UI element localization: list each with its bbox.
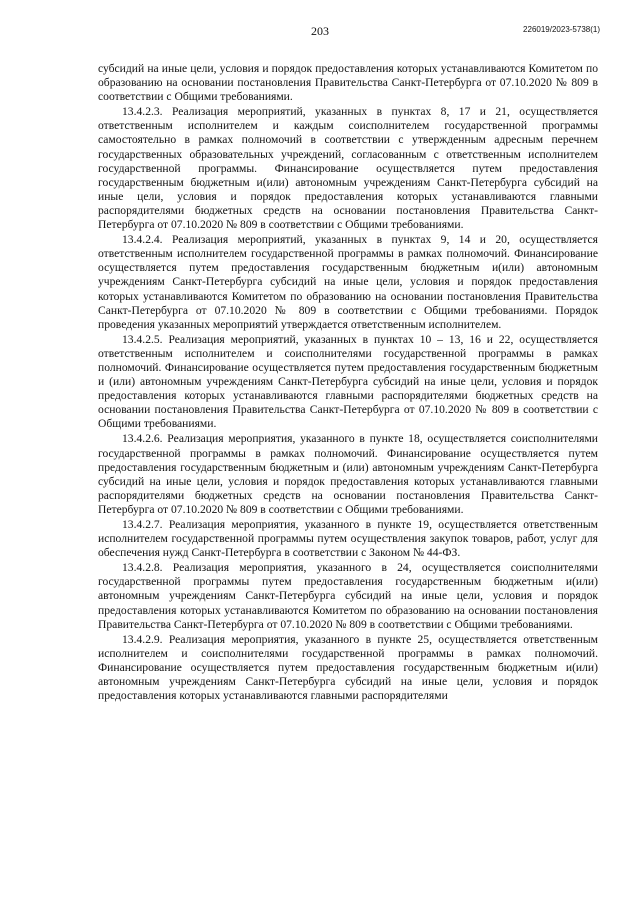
page-number: 203: [311, 24, 329, 38]
paragraph-continuation: субсидий на иные цели, условия и порядок предоставления которых устанавливаются Комитетом по образованию на основании постановления Правительства Санкт-Петербурга от 07.10.2020 № 809 в соответствии с Общими требованиями.: [98, 62, 598, 104]
paragraph-13-4-2-3: 13.4.2.3. Реализация мероприятий, указанных в пунктах 8, 17 и 21, осуществляется ответственным исполнителем и каждым соисполнителем государственной программы самостоятельно в рамках полномочий в соответствии с утвержденным адресным перечнем государственных образовательных учреждений, согласованным с ответственным исполнителем государственной программы. Финансирование осуществляется путем предоставления государственным бюджетным и(или) автономным учреждениям Санкт-Петербурга субсидий на иные цели, условия и порядок предоставления которых устанавливаются главными распорядителями бюджетных средств на основании постановления Правительства Санкт-Петербурга от 07.10.2020 № 809 в соответствии с Общими требованиями.: [98, 105, 598, 232]
paragraph-13-4-2-8: 13.4.2.8. Реализация мероприятия, указанного в 24, осуществляется соисполнителями государственной программы путем предоставления государственным бюджетным и(или) автономным учреждениям Санкт-Петербурга субсидий на иные цели, условия и порядок предоставления которых устанавливаются Комитетом по образованию на основании постановления Правительства Санкт-Петербурга от 07.10.2020 № 809 в соответствии с Общими требованиями.: [98, 561, 598, 631]
paragraph-13-4-2-7: 13.4.2.7. Реализация мероприятия, указанного в пункте 19, осуществляется ответственным исполнителем государственной программы путем осуществления закупок товаров, работ, услуг для обеспечения нужд Санкт-Петербурга в соответствии с Законом № 44-ФЗ.: [98, 518, 598, 560]
document-body: [98, 62, 598, 704]
paragraph-13-4-2-5: 13.4.2.5. Реализация мероприятий, указанных в пунктах 10 – 13, 16 и 22, осуществляется ответственным исполнителем и соисполнителями государственной программы в рамках полномочий. Финансирование осуществляется путем предоставления государственным бюджетным и (или) автономным учреждениям Санкт-Петербурга субсидий на иные цели, условия и порядок предоставления которых устанавливаются главными распорядителями бюджетных средств на основании постановления Правительства Санкт-Петербурга от 07.10.2020 № 809 в соответствии с Общими требованиями.: [98, 332, 598, 431]
document-code: 226019/2023-5738(1): [523, 25, 600, 34]
page-header: [0, 22, 640, 42]
paragraph-13-4-2-9: 13.4.2.9. Реализация мероприятия, указанного в пункте 25, осуществляется ответственным исполнителем и соисполнителями государственной программы в рамках полномочий. Финансирование осуществляется путем предоставления государственным бюджетным и(или) автономным учреждениям Санкт-Петербурга субсидий на иные цели, условия и порядок предоставления которых устанавливаются главными распорядителями: [98, 632, 598, 703]
paragraph-13-4-2-6: 13.4.2.6. Реализация мероприятия, указанного в пункте 18, осуществляется соисполнителями государственной программы в рамках полномочий. Финансирование осуществляется путем предоставления государственным бюджетным и (или) автономным учреждениям Санкт-Петербурга субсидий на иные цели, условия и порядок предоставления которых устанавливаются главными распорядителями бюджетных средств на основании постановления Правительства Санкт-Петербурга от 07.10.2020 № 809 в соответствии с Общими требованиями.: [98, 432, 598, 516]
paragraph-13-4-2-4: 13.4.2.4. Реализация мероприятий, указанных в пунктах 9, 14 и 20, осуществляется ответственным исполнителем государственной программы в рамках полномочий. Финансирование осуществляется путем предоставления государственным бюджетным и(или) автономным учреждениям Санкт-Петербурга субсидий на иные цели, условия и порядок предоставления которых устанавливаются Комитетом по образованию на основании постановления Правительства Санкт-Петербурга от 07.10.2020 № 809 в соответствии с Общими требованиями. Порядок проведения указанных мероприятий утверждается ответственным исполнителем.: [98, 233, 598, 331]
